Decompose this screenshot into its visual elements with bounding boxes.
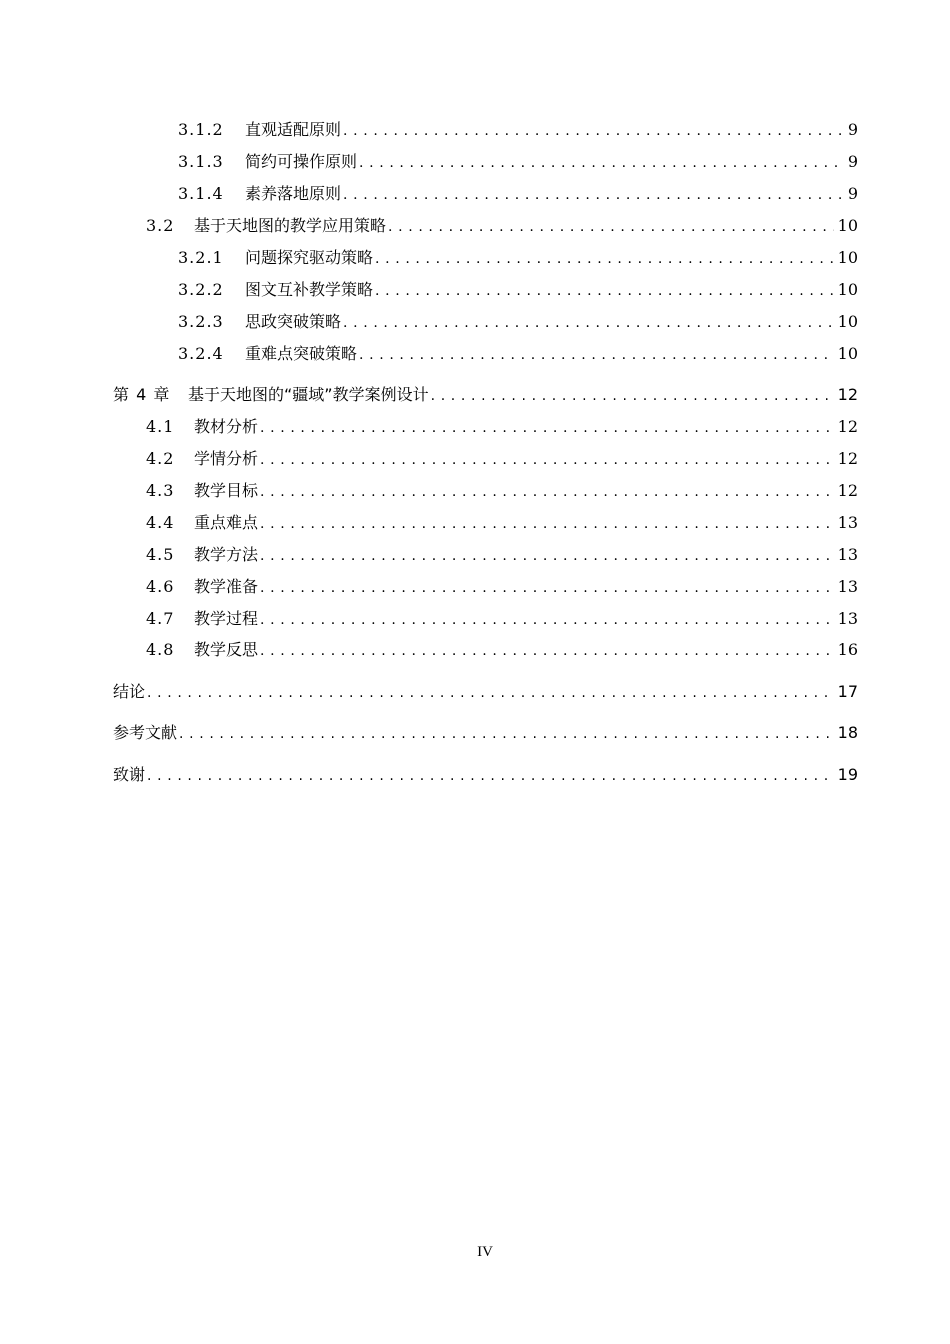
page-number-footer: IV: [477, 1244, 493, 1260]
toc-entry-page: 12: [837, 481, 858, 500]
toc-dot-leader: [359, 151, 844, 174]
toc-entry-title: 基于天地图的“疆域”教学案例设计: [188, 385, 429, 404]
toc-entry[interactable]: [146, 543, 858, 567]
toc-dot-leader: [343, 119, 844, 142]
toc-dot-leader: [147, 681, 834, 704]
toc-entry-page: 10: [837, 312, 858, 331]
toc-entry-number: 3.2.1: [178, 248, 224, 267]
toc-dot-leader: [260, 544, 834, 567]
toc-entry-number: 4.1: [146, 417, 175, 436]
toc-entry-page: 9: [847, 184, 858, 203]
toc-dot-leader: [375, 279, 834, 302]
toc-entry-page: 10: [837, 280, 858, 299]
toc-entry-page: 13: [837, 513, 858, 532]
toc-entry[interactable]: [146, 479, 858, 503]
toc-dot-leader: [260, 416, 834, 439]
toc-dot-leader: [260, 576, 834, 599]
toc-entry-title: 图文互补教学策略: [245, 280, 374, 299]
toc-dot-leader: [260, 512, 834, 535]
toc-entry-page: 10: [837, 248, 858, 267]
toc-entry-title: 教学方法: [194, 545, 259, 564]
toc-entry-title: 教学反思: [194, 640, 259, 659]
toc-entry-page: 16: [837, 640, 858, 659]
toc-entry[interactable]: [146, 638, 858, 662]
toc-dot-leader: [388, 215, 834, 238]
toc-entry-number: 3.2.4: [178, 344, 224, 363]
toc-entry-page: 9: [847, 152, 858, 171]
toc-entry-number: 3.1.2: [178, 120, 224, 139]
toc-entry[interactable]: [178, 342, 858, 366]
toc-entry-title: 教材分析: [194, 417, 259, 436]
toc-entry-title: 直观适配原则: [245, 120, 342, 139]
toc-dot-leader: [343, 183, 844, 206]
toc-entry-page: 12: [837, 417, 858, 436]
toc-dot-leader: [359, 343, 834, 366]
toc-chapter-entry[interactable]: [113, 680, 858, 704]
toc-dot-leader: [260, 480, 834, 503]
toc-entry[interactable]: [146, 415, 858, 439]
toc-entry[interactable]: [178, 150, 858, 174]
toc-entry[interactable]: [146, 607, 858, 631]
toc-chapter-entry[interactable]: [113, 763, 858, 787]
toc-entry-number: 4.7: [146, 609, 175, 628]
toc-entry-page: 9: [847, 120, 858, 139]
toc-entry-title: 教学准备: [194, 577, 259, 596]
toc-chapter-entry[interactable]: [113, 383, 858, 407]
toc-entry-number: 4.5: [146, 545, 175, 564]
toc-entry[interactable]: [146, 214, 858, 238]
toc-entry-page: 18: [837, 723, 858, 742]
toc-entry-number: 4.6: [146, 577, 175, 596]
toc-entry-title: 素养落地原则: [245, 184, 342, 203]
toc-entry-page: 17: [837, 682, 858, 701]
toc-entry-title: 简约可操作原则: [245, 152, 358, 171]
toc-entry[interactable]: [178, 310, 858, 334]
toc-entry-page: 13: [837, 545, 858, 564]
toc-entry-title: 思政突破策略: [245, 312, 342, 331]
toc-dot-leader: [179, 722, 834, 745]
toc-entry-title: 结论: [113, 682, 146, 701]
toc-entry-number: 4.2: [146, 449, 175, 468]
toc-entry-number: 4.8: [146, 640, 175, 659]
toc-entry-title: 学情分析: [194, 449, 259, 468]
toc-entry-page: 10: [837, 344, 858, 363]
toc-entry-page: 12: [837, 449, 858, 468]
toc-entry-number: 4.4: [146, 513, 175, 532]
toc-entry-title: 重点难点: [194, 513, 259, 532]
toc-dot-leader: [375, 247, 834, 270]
toc-chapter-entry[interactable]: [113, 721, 858, 745]
toc-entry-number: 3.1.4: [178, 184, 224, 203]
toc-entry[interactable]: [178, 182, 858, 206]
toc-entry[interactable]: [146, 447, 858, 471]
toc-entry[interactable]: [178, 118, 858, 142]
toc-entry-number: 3.2.3: [178, 312, 224, 331]
toc-entry-number: 3.2.2: [178, 280, 224, 299]
toc-entry-title: 教学目标: [194, 481, 259, 500]
toc-entry-page: 19: [837, 765, 858, 784]
toc-dot-leader: [147, 764, 834, 787]
toc-entry-number: 第 4 章: [113, 385, 171, 404]
toc-entry-title: 教学过程: [194, 609, 259, 628]
toc-entry-number: 3.1.3: [178, 152, 224, 171]
toc-entry[interactable]: [178, 278, 858, 302]
toc-entry-number: 4.3: [146, 481, 175, 500]
toc-entry-page: 13: [837, 577, 858, 596]
toc-dot-leader: [431, 384, 834, 407]
toc-entry-number: 3.2: [146, 216, 175, 235]
toc-entry[interactable]: [146, 511, 858, 535]
toc-entry-title: 致谢: [113, 765, 146, 784]
toc-entry-title: 重难点突破策略: [245, 344, 358, 363]
toc-entry-page: 13: [837, 609, 858, 628]
toc-dot-leader: [260, 448, 834, 471]
toc-entry-page: 10: [837, 216, 858, 235]
toc-entry-title: 问题探究驱动策略: [245, 248, 374, 267]
toc-entry-title: 参考文献: [113, 723, 178, 742]
toc-entry[interactable]: [178, 246, 858, 270]
toc-dot-leader: [260, 639, 834, 662]
toc-entry-title: 基于天地图的教学应用策略: [194, 216, 387, 235]
toc-dot-leader: [260, 608, 834, 631]
toc-entry-page: 12: [837, 385, 858, 404]
toc-entry[interactable]: [146, 575, 858, 599]
toc-dot-leader: [343, 311, 834, 334]
